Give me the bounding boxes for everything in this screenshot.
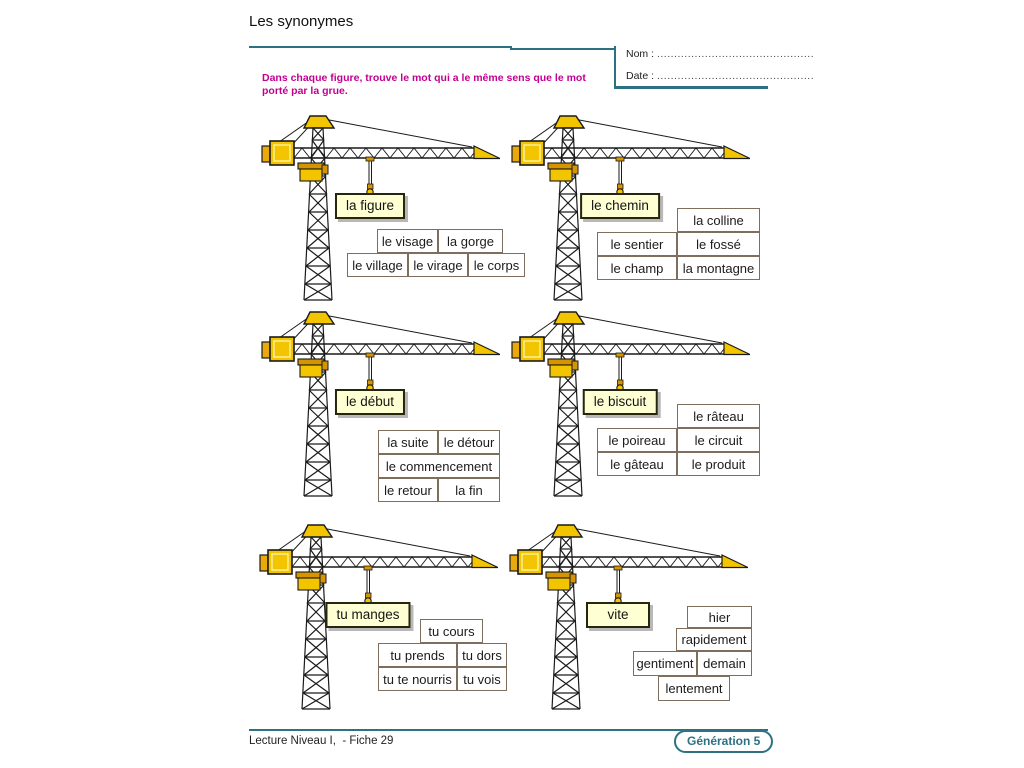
- option-box[interactable]: le corps: [468, 253, 525, 277]
- footer-reference: Lecture Niveau I, - Fiche 29: [249, 735, 394, 747]
- namebox-vertical-rule: [614, 46, 616, 89]
- option-box[interactable]: le virage: [408, 253, 468, 277]
- option-box[interactable]: la suite: [378, 430, 438, 454]
- crane-sign: le début: [335, 389, 405, 415]
- option-box[interactable]: tu dors: [457, 643, 507, 667]
- option-box[interactable]: le râteau: [677, 404, 760, 428]
- option-box[interactable]: la montagne: [677, 256, 760, 280]
- header-rule-right: [510, 48, 616, 50]
- option-box[interactable]: hier: [687, 606, 752, 628]
- option-box[interactable]: la gorge: [438, 229, 503, 253]
- header-rule-left: [249, 46, 512, 48]
- option-box[interactable]: demain: [697, 651, 752, 676]
- publisher-badge: Génération 5: [674, 730, 773, 753]
- option-box[interactable]: le village: [347, 253, 408, 277]
- option-box[interactable]: le sentier: [597, 232, 677, 256]
- name-leader-dots: ..............................................: [656, 48, 815, 60]
- option-box[interactable]: la fin: [438, 478, 500, 502]
- crane-sign: le biscuit: [583, 389, 658, 415]
- option-box[interactable]: le retour: [378, 478, 438, 502]
- option-box[interactable]: le commencement: [378, 454, 500, 478]
- option-box[interactable]: le produit: [677, 452, 760, 476]
- crane-sign: le chemin: [580, 193, 660, 219]
- option-box[interactable]: lentement: [658, 676, 730, 701]
- option-box[interactable]: le fossé: [677, 232, 760, 256]
- crane-sign: la figure: [335, 193, 405, 219]
- option-box[interactable]: tu cours: [420, 619, 483, 643]
- date-field: [626, 70, 814, 82]
- namebox-bottom-rule: [616, 86, 768, 89]
- option-box[interactable]: le circuit: [677, 428, 760, 452]
- option-box[interactable]: tu prends: [378, 643, 457, 667]
- option-box[interactable]: la colline: [677, 208, 760, 232]
- option-box[interactable]: le gâteau: [597, 452, 677, 476]
- option-box[interactable]: tu te nourris: [378, 667, 457, 691]
- option-box[interactable]: gentiment: [633, 651, 697, 676]
- option-box[interactable]: tu vois: [457, 667, 507, 691]
- option-box[interactable]: le poireau: [597, 428, 677, 452]
- page-title: Les synonymes: [249, 13, 354, 30]
- option-box[interactable]: le visage: [377, 229, 438, 253]
- crane-sign: vite: [586, 602, 650, 628]
- option-box[interactable]: le champ: [597, 256, 677, 280]
- crane-sign: tu manges: [325, 602, 410, 628]
- date-leader-dots: ..............................................: [656, 70, 815, 82]
- option-box[interactable]: le détour: [438, 430, 500, 454]
- name-field: [626, 48, 814, 60]
- date-label: Date :: [626, 70, 655, 82]
- instruction-text: Dans chaque figure, trouve le mot qui a le même sens que le mot porté par la grue.: [262, 72, 586, 97]
- name-label: Nom :: [626, 48, 655, 60]
- option-box[interactable]: rapidement: [676, 628, 752, 651]
